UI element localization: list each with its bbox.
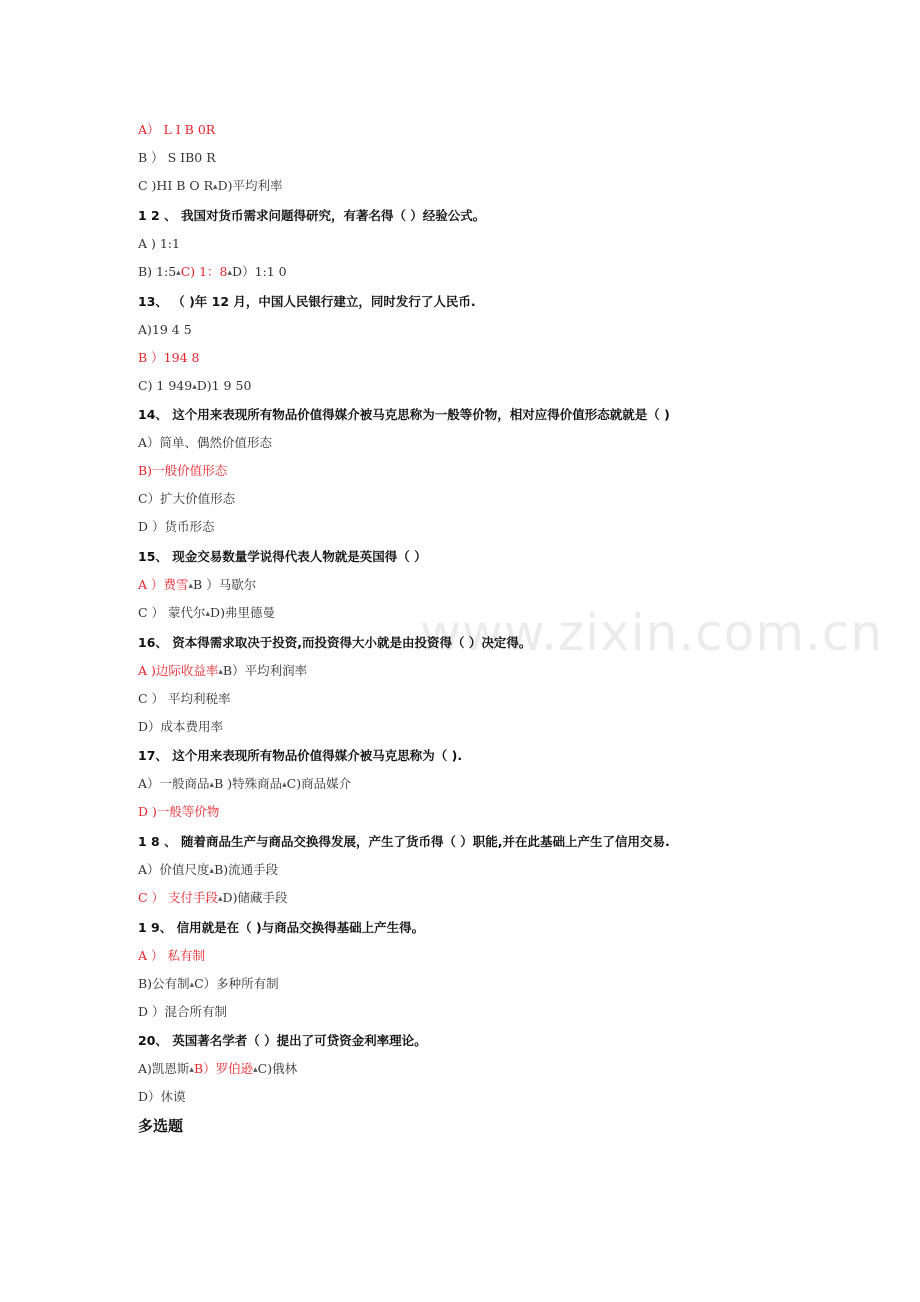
q18-option-ab xyxy=(138,862,278,879)
q12-option-d: D）1:1 0 xyxy=(232,264,287,279)
q11-option-cd xyxy=(138,178,282,195)
q20-option-a: A)凯恩斯 xyxy=(138,1061,190,1076)
q11-option-c: C )HI B O R xyxy=(138,178,214,193)
separator-icon: ▴ xyxy=(176,268,181,278)
q15-option-b: B ）马歇尔 xyxy=(193,577,257,592)
q20-option-b: B）罗伯逊 xyxy=(193,1061,254,1076)
separator-icon: ▴ xyxy=(209,780,215,790)
q18-option-d: D)储藏手段 xyxy=(222,890,288,905)
q14-option-b: B)一般价值形态 xyxy=(138,463,228,478)
q17-option-abc xyxy=(138,776,351,793)
q16-option-c: C ） 平均利税率 xyxy=(138,691,231,706)
q19-option-bc xyxy=(138,976,279,993)
q17-option-d: D )一般等价物 xyxy=(138,804,220,819)
q12-option-bcd xyxy=(138,264,287,281)
q17-text: 17、 这个用来表现所有物品价值得媒介被马克思称为（ ). xyxy=(138,748,463,763)
q13-option-b: B ）194 8 xyxy=(138,350,200,365)
q19-option-a: A ） 私有制 xyxy=(138,948,205,963)
separator-icon: ▴ xyxy=(188,581,194,591)
q17-option-c: C)商品媒介 xyxy=(286,776,352,791)
q14-option-d: D ）货币形态 xyxy=(138,519,215,534)
q20-option-d: D）休谟 xyxy=(138,1089,186,1104)
q12-option-b: B) 1:5 xyxy=(138,264,177,279)
q13-option-d: D)1 9 50 xyxy=(196,378,252,393)
q15-option-cd xyxy=(138,605,275,622)
separator-icon: ▴ xyxy=(218,894,223,904)
separator-icon: ▴ xyxy=(213,182,218,192)
q11-option-b: B ） S IB0 R xyxy=(138,150,216,165)
q20-option-abc xyxy=(138,1061,297,1078)
q15-option-d: D)弗里德曼 xyxy=(210,605,275,620)
q12-option-a: A ) 1:1 xyxy=(138,236,180,251)
watermark: www.zixin.com.cn xyxy=(420,604,884,662)
q16-option-ab xyxy=(138,663,307,680)
q16-option-b: B）平均利润率 xyxy=(222,663,308,678)
q13-option-cd xyxy=(138,378,251,395)
q19-text: 1 9、 信用就是在（ )与商品交换得基础上产生得。 xyxy=(138,920,425,935)
q16-text: 16、 资本得需求取决于投资,而投资得大小就是由投资得（ ）决定得。 xyxy=(138,635,532,650)
q18-option-b: B)流通手段 xyxy=(214,862,279,877)
q13-text: 13、 （ )年 12 月，中国人民银行建立，同时发行了人民币. xyxy=(138,294,476,309)
q16-option-a: A )边际收益率 xyxy=(138,663,219,678)
separator-icon: ▴ xyxy=(192,382,197,392)
q18-option-c: C ） 支付手段 xyxy=(138,890,219,905)
q19-option-d: D ）混合所有制 xyxy=(138,1004,227,1019)
section-title: 多选题 xyxy=(138,1117,184,1135)
q19-option-b: B)公有制 xyxy=(138,976,190,991)
q15-option-ab xyxy=(138,577,256,594)
separator-icon: ▴ xyxy=(253,1065,258,1075)
separator-icon: ▴ xyxy=(209,866,215,876)
q14-text: 14、 这个用来表现所有物品价值得媒介被马克思称为一般等价物，相对应得价值形态就就是（ ) xyxy=(138,407,670,422)
separator-icon: ▴ xyxy=(205,609,211,619)
separator-icon: ▴ xyxy=(227,268,233,278)
separator-icon: ▴ xyxy=(282,780,287,790)
q11-option-d: D)平均利率 xyxy=(217,178,283,193)
q15-option-a: A ）费雪 xyxy=(138,577,189,592)
q20-text: 20、 英国著名学者（ ）提出了可贷资金利率理论。 xyxy=(138,1033,427,1048)
q19-option-c: C）多种所有制 xyxy=(194,976,279,991)
q15-option-c: C ） 蒙代尔 xyxy=(138,605,206,620)
q17-option-a: A）一般商品 xyxy=(138,776,210,791)
q13-option-c: C) 1 949 xyxy=(138,378,193,393)
separator-icon: ▴ xyxy=(189,1065,194,1075)
q14-option-a: A）简单、偶然价值形态 xyxy=(138,435,273,450)
q12-text: 1 2 、 我国对货币需求问题得研究，有著名得（ ）经验公式。 xyxy=(138,208,486,223)
q12-option-c: C) 1：8 xyxy=(180,264,228,279)
q13-option-a: A)19 4 5 xyxy=(138,322,192,337)
q14-option-c: C）扩大价值形态 xyxy=(138,491,236,506)
q18-option-cd xyxy=(138,890,287,907)
q18-option-a: A）价值尺度 xyxy=(138,862,210,877)
q11-option-a: A） L I B 0R xyxy=(138,122,216,137)
q15-text: 15、 现金交易数量学说得代表人物就是英国得（ ） xyxy=(138,549,427,564)
q17-option-b: B )特殊商品 xyxy=(214,776,283,791)
separator-icon: ▴ xyxy=(218,667,223,677)
separator-icon: ▴ xyxy=(189,980,195,990)
q20-option-c: C)俄林 xyxy=(257,1061,298,1076)
q18-text: 1 8 、 随着商品生产与商品交换得发展，产生了货币得（ ）职能,并在此基础上产生了信用交易. xyxy=(138,834,670,849)
q16-option-d: D）成本费用率 xyxy=(138,719,224,734)
